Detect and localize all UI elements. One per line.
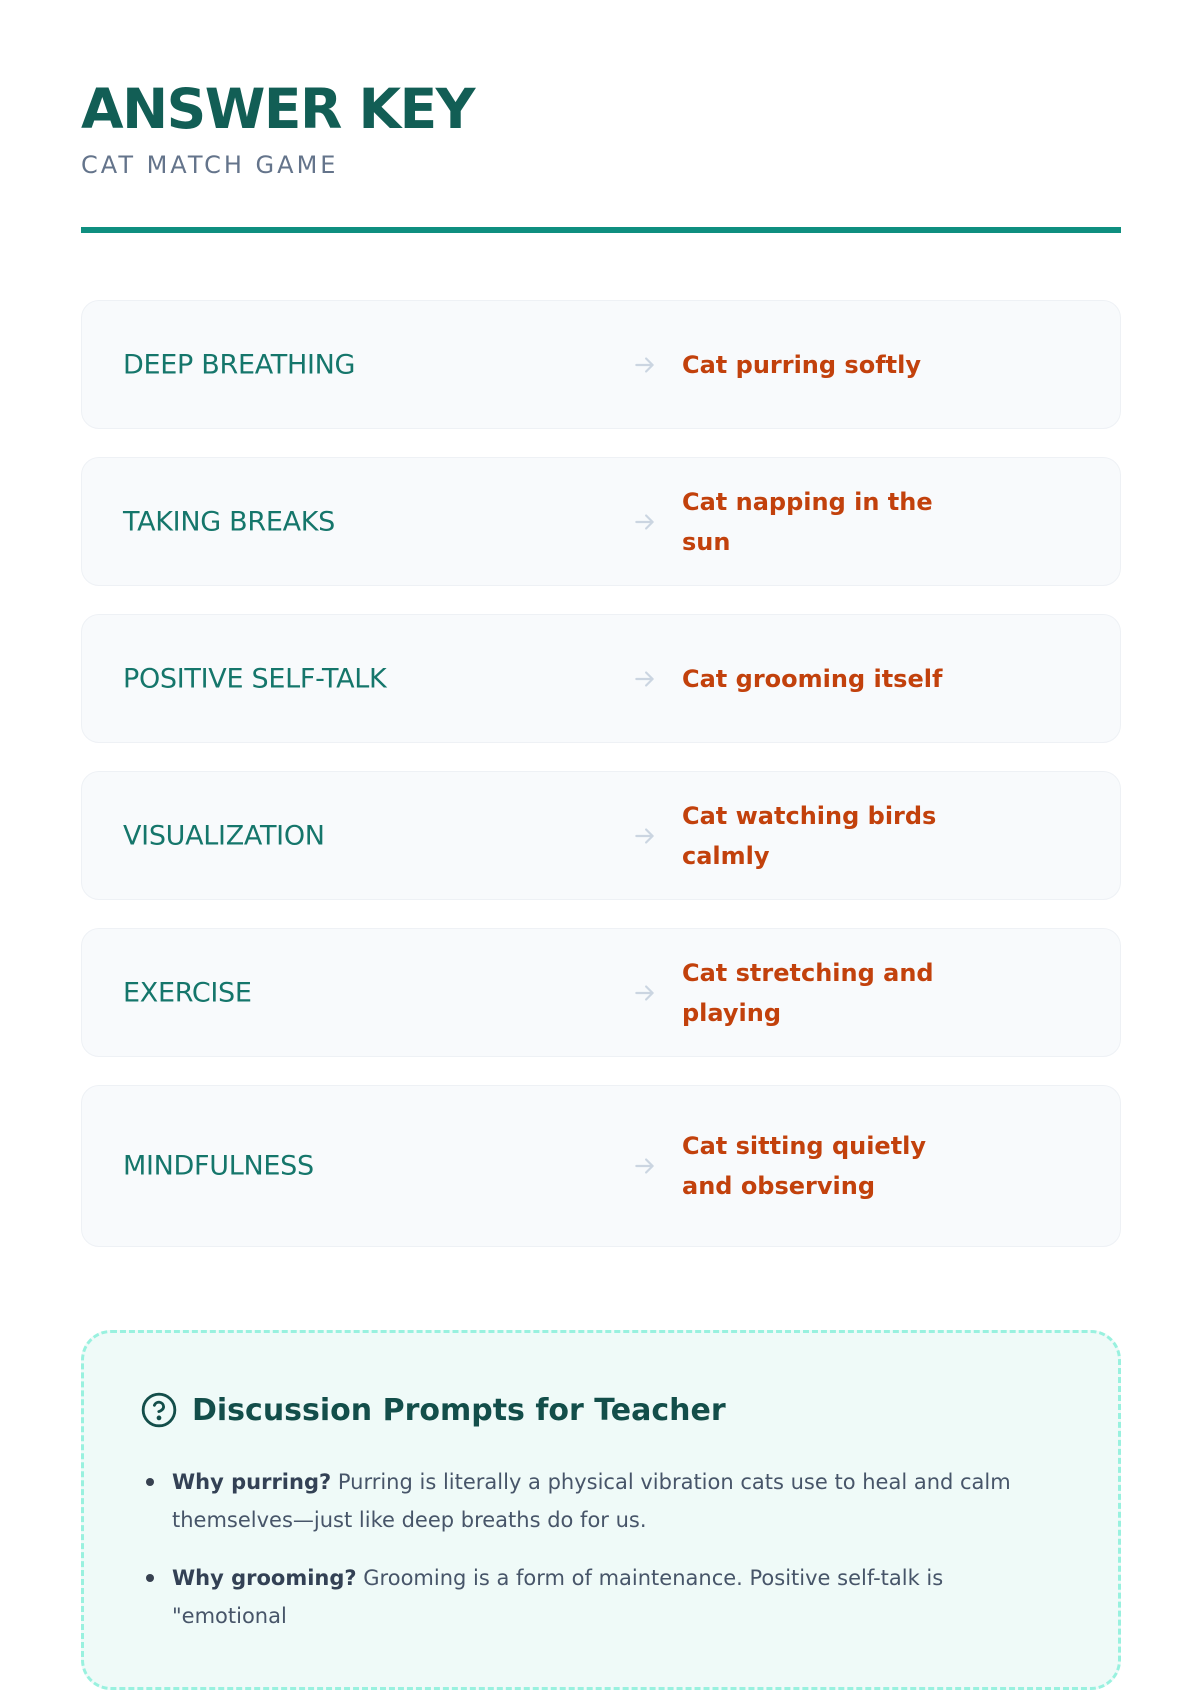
list-item bbox=[144, 1559, 1064, 1635]
list-item bbox=[144, 1463, 1064, 1539]
match-row bbox=[81, 928, 1121, 1057]
match-row bbox=[81, 614, 1121, 743]
skill-label: MINDFULNESS bbox=[123, 1150, 314, 1182]
arrow-right-icon bbox=[632, 823, 658, 849]
answer-label: Cat grooming itself bbox=[682, 664, 943, 693]
prompt-list bbox=[144, 1463, 1064, 1655]
discussion-prompts-box bbox=[81, 1330, 1121, 1690]
skill-label: VISUALIZATION bbox=[123, 820, 325, 851]
skill-label: TAKING BREAKS bbox=[123, 506, 335, 537]
skill-label: POSITIVE SELF-TALK bbox=[123, 663, 387, 694]
match-row bbox=[81, 457, 1121, 586]
answer-label: Cat napping in the sun bbox=[682, 487, 933, 556]
match-row bbox=[81, 771, 1121, 900]
answer-label: Cat purring softly bbox=[682, 350, 921, 379]
match-row bbox=[81, 300, 1121, 429]
answer-label: Cat sitting quietly and observing bbox=[682, 1132, 927, 1200]
prompt-text: Purring is literally a physical vibration cats use to heal and calm themselves—just like deep breaths do for us. bbox=[172, 1470, 1011, 1532]
prompts-header bbox=[140, 1391, 726, 1429]
skill-label: EXERCISE bbox=[123, 977, 252, 1008]
skill-label: DEEP BREATHING bbox=[123, 349, 356, 380]
page-title: ANSWER KEY bbox=[81, 77, 474, 141]
bullet bbox=[146, 1478, 154, 1486]
question-circle-icon bbox=[140, 1391, 178, 1429]
arrow-right-icon bbox=[632, 352, 658, 378]
page-subtitle: CAT MATCH GAME bbox=[81, 151, 339, 179]
arrow-right-icon bbox=[632, 1153, 658, 1179]
match-row bbox=[81, 1085, 1121, 1247]
bullet bbox=[146, 1574, 154, 1582]
answer-label: Cat stretching and playing bbox=[682, 958, 934, 1027]
prompt-lead: Why grooming? bbox=[172, 1566, 357, 1590]
answer-label: Cat watching birds calmly bbox=[682, 801, 937, 870]
prompts-title: Discussion Prompts for Teacher bbox=[192, 1392, 726, 1428]
arrow-right-icon bbox=[632, 509, 658, 535]
prompt-lead: Why purring? bbox=[172, 1470, 332, 1494]
prompt-text: Grooming is a form of maintenance. Positive self-talk is "emotional bbox=[172, 1566, 944, 1628]
match-list bbox=[81, 300, 1121, 1275]
arrow-right-icon bbox=[632, 666, 658, 692]
arrow-right-icon bbox=[632, 980, 658, 1006]
header-divider bbox=[81, 227, 1121, 233]
